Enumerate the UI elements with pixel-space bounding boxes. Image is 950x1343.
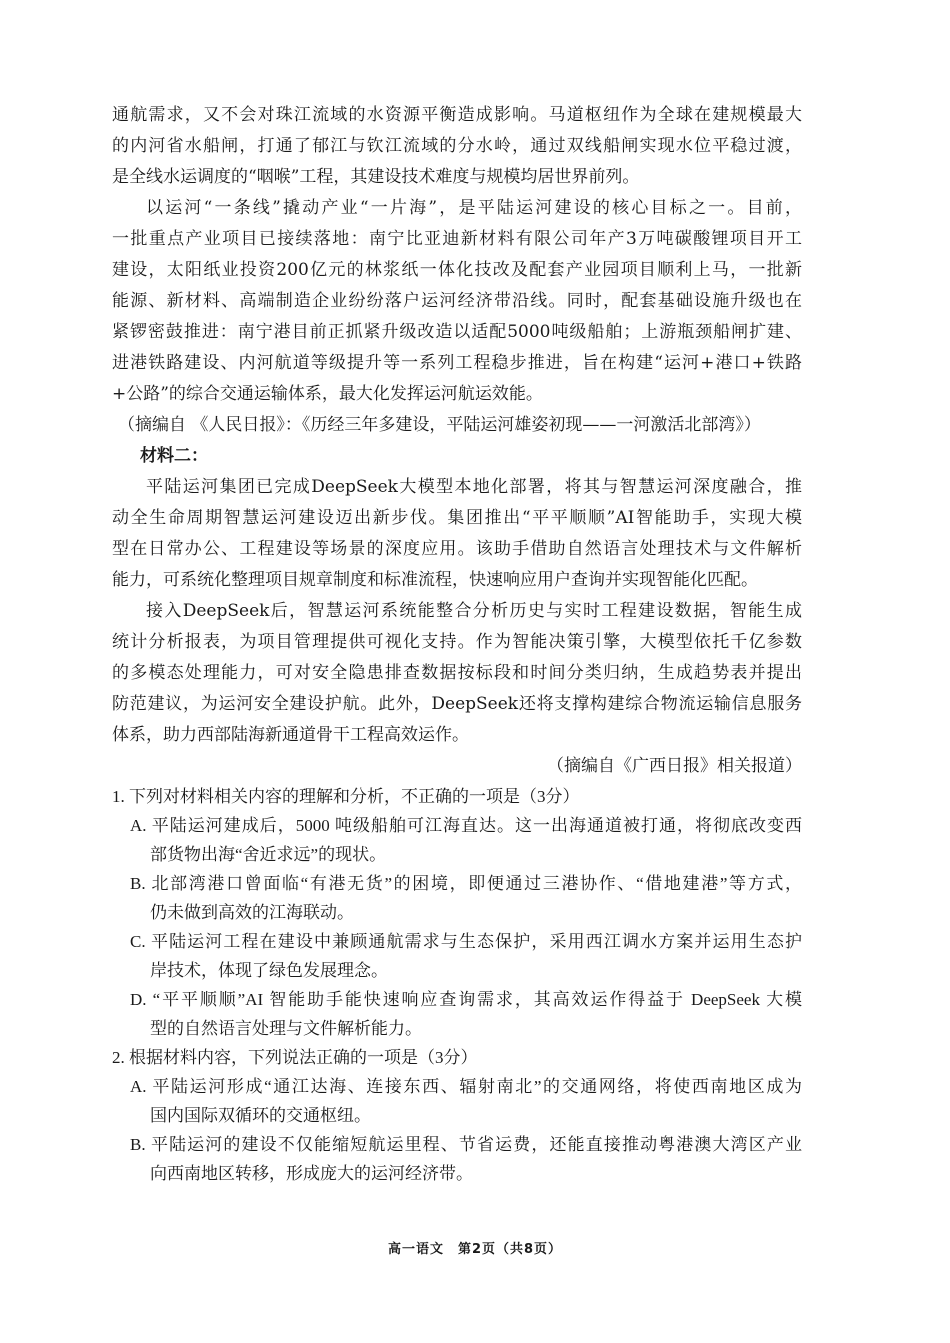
text-line: 接入DeepSeek后，智慧运河系统能整合分析历史与实时工程建设数据，智能生成 [146,601,802,621]
option-line: A. 平陆运河形成“通江达海、连接东西、辐射南北”的交通网络，将使西南地区成为 [130,1077,802,1096]
option-line: B. 北部湾港口曾面临“有港无货”的困境，即便通过三港协作、“借地建港”等方式， [130,874,802,893]
text-line: 是全线水运调度的“咽喉”工程，其建设技术难度与规模均居世界前列。 [112,167,640,187]
option-b[interactable] [112,869,802,927]
exam-page [112,100,802,1188]
passage2-source: （摘编自《广西日报》相关报道） [547,756,802,776]
text-line: 型在日常办公、工程建设等场景的深度应用。该助手借助自然语言处理技术与文件解析 [112,539,802,559]
passage1-source: （摘编自 《人民日报》：《历经三年多建设，平陆运河雄姿初现——一河激活北部湾》） [118,415,761,435]
option-line: B. 平陆运河的建设不仅能缩短航运里程、节省运费，还能直接推动粤港澳大湾区产业 [130,1135,802,1154]
option-line: 岸技术，体现了绿色发展理念。 [150,961,388,980]
passage1-paragraph-2 [112,193,802,410]
text-line: 以运河“一条线”撬动产业“一片海”，是平陆运河建设的核心目标之一。目前， [146,198,802,218]
text-line: 体系，助力西部陆海新通道骨干工程高效运作。 [112,725,469,745]
text-line: 进港铁路建设、内河航道等级提升等一系列工程稳步推进，旨在构建“运河+港口+铁路 [112,353,802,373]
question-stem: 1. 下列对材料相关内容的理解和分析，不正确的一项是（3分） [112,787,580,806]
option-line: 部货物出海“舍近求远”的现状。 [150,845,387,864]
option-line: C. 平陆运河工程在建设中兼顾通航需求与生态保护，采用西江调水方案并运用生态护 [130,932,802,951]
material2-heading: 材料二： [140,446,208,466]
text-line: 通航需求，又不会对珠江流域的水资源平衡造成影响。马道枢纽作为全球在建规模最大 [112,105,802,125]
page-footer: 高一语文 第2页（共8页） [387,1242,563,1257]
text-line: 的多模态处理能力，可对安全隐患排查数据按标段和时间分类归纳，生成趋势表并提出 [112,663,802,683]
option-line: 国内国际双循环的交通枢纽。 [150,1106,371,1125]
text-line: 的内河省水船闸，打通了郁江与钦江流域的分水岭，通过双线船闸实现水位平稳过渡， [112,136,802,156]
text-line: +公路”的综合交通运输体系，最大化发挥运河航运效能。 [112,384,543,404]
passage2-paragraph-1 [112,472,802,596]
text-line: 一批重点产业项目已接续落地：南宁比亚迪新材料有限公司年产3万吨碳酸锂项目开工 [112,229,802,249]
option-line: A. 平陆运河建成后，5000 吨级船舶可江海直达。这一出海通道被打通，将彻底改变西 [130,816,802,835]
text-line: 能源、新材料、高端制造企业纷纷落户运河经济带沿线。同时，配套基础设施升级也在 [112,291,802,311]
text-line: 防范建议，为运河安全建设护航。此外，DeepSeek还将支撑构建综合物流运输信息服务 [112,694,802,714]
option-b[interactable] [112,1130,802,1188]
text-line: 建设，太阳纸业投资200亿元的林浆纸一体化技改及配套产业园项目顺利上马，一批新 [112,260,802,280]
question-stem: 2. 根据材料内容，下列说法正确的一项是（3分） [112,1048,478,1067]
text-line: 动全生命周期智慧运河建设迈出新步伐。集团推出“平平顺顺”AI智能助手，实现大模 [112,508,802,528]
option-d[interactable] [112,985,802,1043]
option-line: 仍未做到高效的江海联动。 [150,903,354,922]
text-line: 能力，可系统化整理项目规章制度和标准流程，快速响应用户查询并实现智能化匹配。 [112,570,758,590]
option-line: 型的自然语言处理与文件解析能力。 [150,1019,422,1038]
option-line: 向西南地区转移，形成庞大的运河经济带。 [150,1164,473,1183]
text-line: 紧锣密鼓推进：南宁港目前正抓紧升级改造以适配5000吨级船舶；上游瓶颈船闸扩建、 [112,322,802,342]
option-line: D. “平平顺顺”AI 智能助手能快速响应查询需求，其高效运作得益于 DeepSeek 大模 [130,990,802,1009]
question-1 [112,782,802,1043]
text-line: 统计分析报表，为项目管理提供可视化支持。作为智能决策引擎，大模型依托千亿参数 [112,632,802,652]
question-2 [112,1043,802,1188]
option-a[interactable] [112,1072,802,1130]
option-c[interactable] [112,927,802,985]
passage2-paragraph-2 [112,596,802,751]
text-line: 平陆运河集团已完成DeepSeek大模型本地化部署，将其与智慧运河深度融合，推 [146,477,802,497]
passage1-paragraph-continued [112,100,802,193]
option-a[interactable] [112,811,802,869]
